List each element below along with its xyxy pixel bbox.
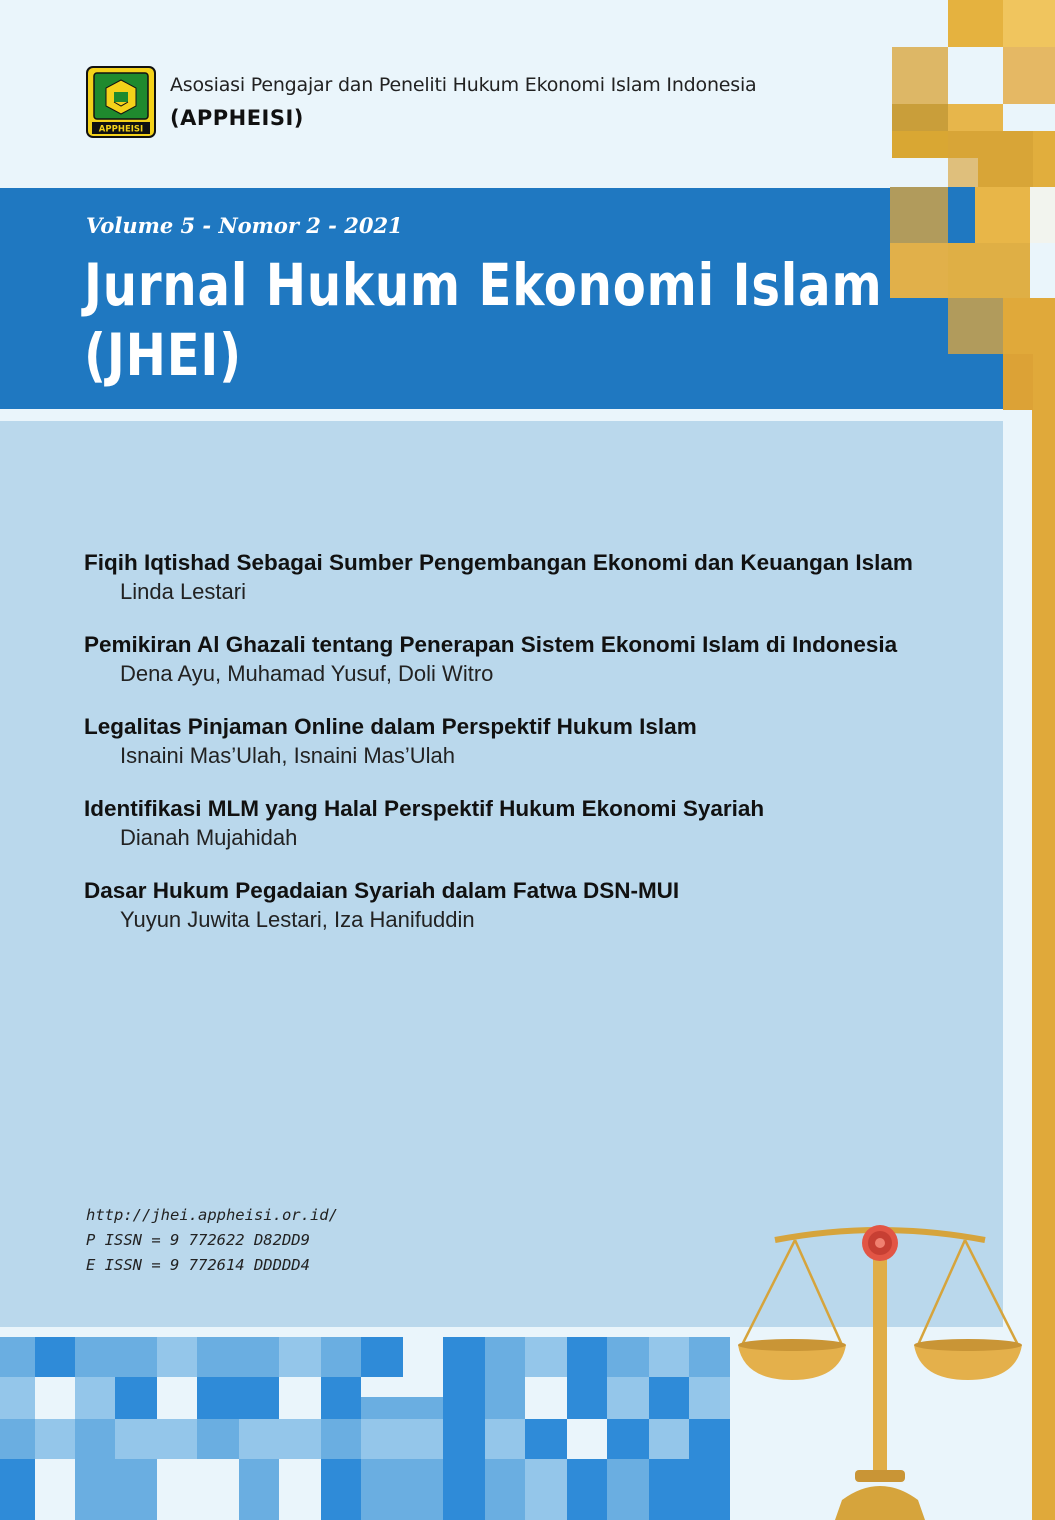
journal-title — [84, 250, 882, 390]
article-title: Dasar Hukum Pegadaian Syariah dalam Fatwa DSN-MUI — [84, 878, 680, 903]
scale-of-justice-icon — [730, 1210, 1030, 1520]
appheisi-logo — [86, 66, 156, 138]
article-item — [84, 794, 984, 852]
volume-issue: Volume 5 - Nomor 2 - 2021 — [86, 213, 403, 238]
article-item — [84, 876, 984, 934]
article-authors: Yuyun Juwita Lestari, Iza Hanifuddin — [120, 907, 475, 932]
organization-abbreviation: (APPHEISI) — [170, 106, 304, 130]
article-authors: Dena Ayu, Muhamad Yusuf, Doli Witro — [120, 661, 494, 686]
article-authors: Linda Lestari — [120, 579, 246, 604]
electronic-issn: E ISSN = 9 772614 DDDDD4 — [86, 1256, 310, 1274]
print-issn: P ISSN = 9 772622 D82DD9 — [86, 1231, 310, 1249]
article-authors: Dianah Mujahidah — [120, 825, 298, 850]
article-title: Identifikasi MLM yang Halal Perspektif Hukum Ekonomi Syariah — [84, 796, 765, 821]
article-title: Legalitas Pinjaman Online dalam Perspektif Hukum Islam — [84, 714, 697, 739]
article-item — [84, 630, 984, 688]
article-item — [84, 712, 984, 770]
article-title: Fiqih Iqtishad Sebagai Sumber Pengembangan Ekonomi dan Keuangan Islam — [84, 550, 913, 575]
logo-text: APPHEISI — [98, 124, 144, 135]
organization-name: Asosiasi Pengajar dan Peneliti Hukum Ekonomi Islam Indonesia — [170, 74, 757, 96]
blue-pixel-decoration — [0, 1337, 730, 1520]
article-title: Pemikiran Al Ghazali tentang Penerapan Sistem Ekonomi Islam di Indonesia — [84, 632, 898, 657]
journal-info — [86, 1203, 338, 1278]
journal-title-line2: (JHEI) — [84, 321, 242, 389]
article-list — [84, 548, 984, 958]
article-item — [84, 548, 984, 606]
journal-url[interactable]: http://jhei.appheisi.or.id/ — [86, 1206, 338, 1224]
article-authors: Isnaini Mas’Ulah, Isnaini Mas’Ulah — [120, 743, 456, 768]
journal-title-line1: Jurnal Hukum Ekonomi Islam — [84, 251, 883, 319]
